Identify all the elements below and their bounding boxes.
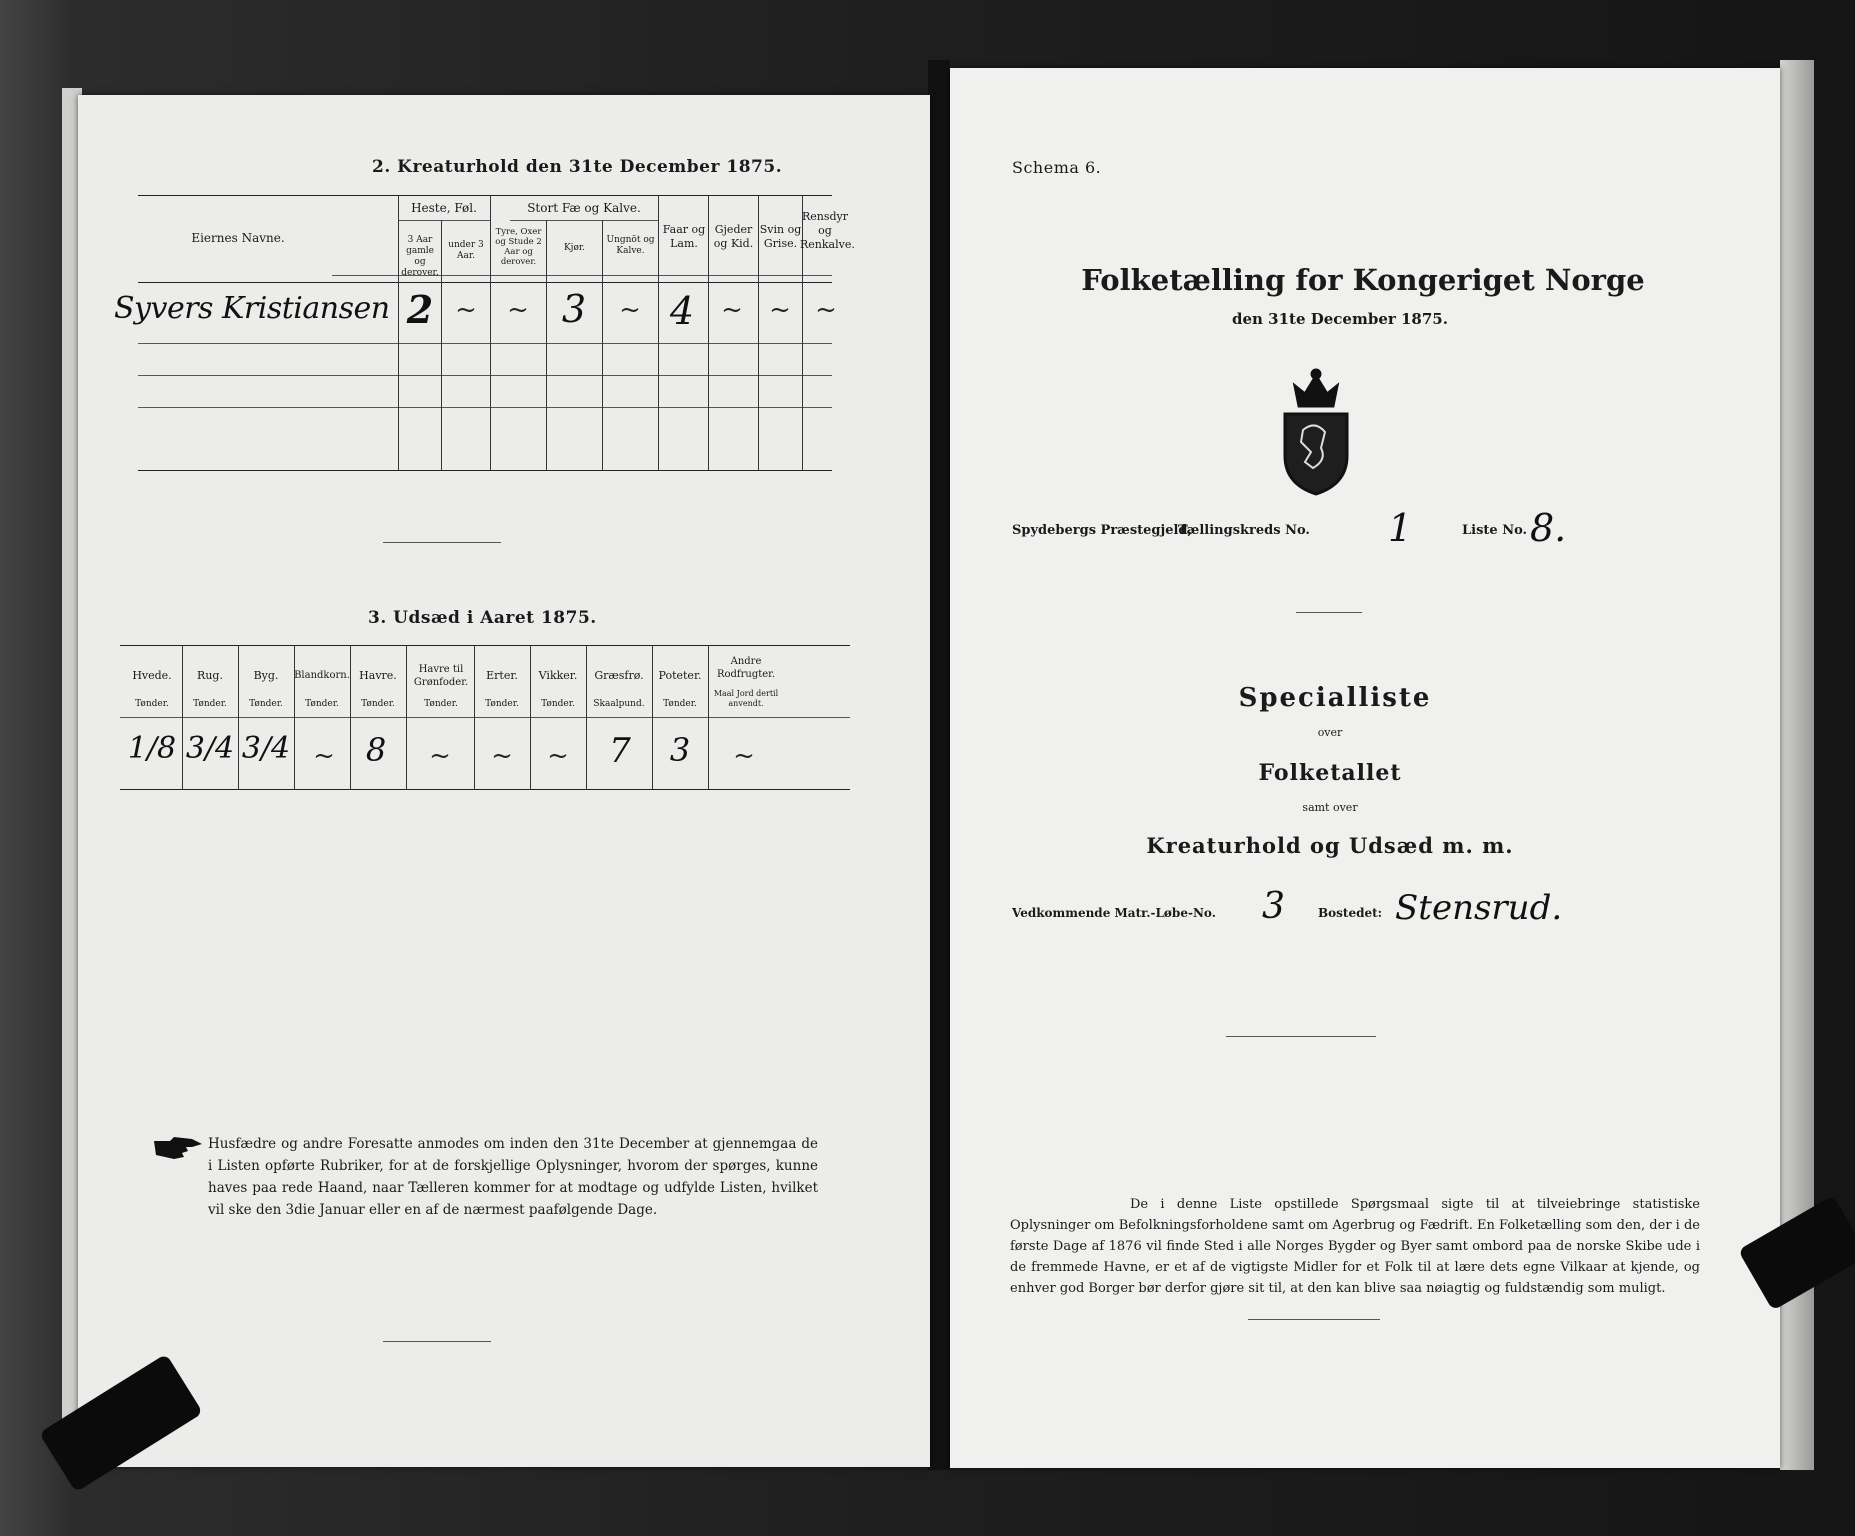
table3-unit-poteter: Tønder. — [663, 699, 697, 709]
list-label: Liste No. — [1462, 523, 1528, 538]
bostedet-value: Stensrud. — [1395, 888, 1563, 928]
kreatur-title: Kreaturhold og Udsæd m. m. — [1146, 833, 1514, 858]
coat-of-arms-icon — [1275, 368, 1357, 498]
table3-unit-andre: Maal Jord dertil anvendt. — [713, 689, 779, 708]
table2-header-heste: Heste, Føl. — [411, 201, 477, 215]
table3-value-havre-gronfoder: ~ — [429, 741, 451, 771]
table2-header-tyre: Tyre, Oxer og Stude 2 Aar og derover. — [495, 227, 542, 267]
section3-title: 3. Udsæd i Aaret 1875. — [368, 608, 597, 628]
table3-header-havre: Havre. — [359, 669, 397, 682]
folketallet-label: Folketallet — [1258, 760, 1402, 786]
table3-col-sep-6 — [474, 645, 475, 789]
table3-unit-havre-gronfoder: Tønder. — [424, 699, 458, 709]
table3-unit-graesfro: Skaalpund. — [593, 699, 645, 709]
table3-header-graesfro: Græsfrø. — [594, 669, 644, 682]
table2-header-heste-3aar: 3 Aar gamle og derover. — [401, 235, 439, 278]
table3-unit-vikker: Tønder. — [541, 699, 575, 709]
table3-header-rug: Rug. — [197, 669, 223, 682]
table3-header-andre: Andre Rodfrugter. — [716, 656, 776, 680]
table3-header-havre-gronfoder: Havre til Grønfoder. — [413, 664, 469, 688]
table3-value-hvede: 1/8 — [127, 731, 177, 766]
table3-value-rug: 3/4 — [185, 731, 235, 766]
table3-header-vikker: Vikker. — [538, 669, 578, 682]
table2-row1-owner: Syvers Kristiansen — [114, 291, 390, 326]
table3-col-sep-2 — [238, 645, 239, 789]
table2-row1-gjeder: ~ — [721, 295, 743, 325]
table2-row1-kjor: 3 — [561, 287, 587, 331]
parish-label: Spydebergs Præstegjeld, — [1012, 523, 1193, 538]
district-value: 1 — [1388, 506, 1413, 550]
district-label: Tællingskreds No. — [1178, 523, 1310, 538]
table3-header-rule — [120, 717, 850, 718]
table2-header-faar: Faar og Lam. — [662, 223, 706, 250]
table3-header-hvede: Hvede. — [132, 669, 172, 682]
divider-right-3 — [1248, 1319, 1380, 1320]
table2-header-rensdyr: Rensdyr og Renkalve. — [800, 210, 855, 251]
table2-top-rule — [138, 195, 832, 196]
table3-unit-byg: Tønder. — [249, 699, 283, 709]
table2-row-rule-3 — [138, 407, 832, 408]
table2-row1-svin: ~ — [769, 295, 791, 325]
table2-header-heste-under3: under 3 Aar. — [448, 240, 484, 261]
table3-value-blandkorn: ~ — [313, 741, 335, 771]
table3-value-vikker: ~ — [547, 741, 569, 771]
table3-unit-havre: Tønder. — [361, 699, 395, 709]
table3-value-andre: ~ — [733, 741, 755, 771]
notice-text: Husfædre og andre Foresatte anmodes om inden den 31te December at gjennemgaa de i Listen opførte Rubriker, for at de forskjellige Oplysninger, hvorom der spørges, kunne haves paa rede Haand, naar Tælleren kommer for at modtage og udfylde Listen, hvilket vil ske den 3die Januar eller en af de nærmest paafølgende Dage. — [208, 1136, 818, 1218]
footer-text: De i denne Liste opstillede Spørgsmaal sigte til at tilveiebringe statistiske Oplysninger om Befolkningsforholdene samt om Agerbrug og Fædrift. En Folketælling som den, der i de første Dage af 1876 vil finde Sted i alle Norges Bygder og Byer samt ombord paa de norske Skibe ude i de fremmede Havne, er et af de vigtigste Midler for et Folk til at lære dets egne Vilkaar at kjende, og enhver god Borger bør derfor gjøre sit til, at den kan blive saa nøiagtig og fuldstændig som muligt. — [1010, 1197, 1700, 1296]
matr-label: Vedkommende Matr.-Løbe-No. — [1012, 906, 1216, 920]
table3-top-rule — [120, 645, 850, 646]
book-gutter — [928, 60, 950, 1470]
table3-col-sep-5 — [406, 645, 407, 789]
table2-header-stort: Stort Fæ og Kalve. — [527, 201, 641, 215]
table3-value-graesfro: 7 — [609, 731, 631, 771]
table3-header-blandkorn: Blandkorn. — [294, 670, 350, 681]
table2-row1-heste-under3: ~ — [455, 295, 477, 325]
table2-header-kjor: Kjør. — [563, 243, 586, 253]
list-value: 8. — [1530, 506, 1567, 550]
pointing-hand-icon — [152, 1135, 204, 1161]
table2-row1-faar: 4 — [669, 289, 695, 333]
table3-col-sep-8 — [586, 645, 587, 789]
table3-header-erter: Erter. — [486, 669, 518, 682]
divider-right-1 — [1296, 612, 1362, 613]
table3-unit-hvede: Tønder. — [135, 699, 169, 709]
table2-header-owner: Eiernes Navne. — [191, 231, 285, 245]
table3-value-erter: ~ — [491, 741, 513, 771]
bottom-divider-left — [383, 1341, 491, 1342]
table3-value-byg: 3/4 — [241, 731, 291, 766]
table2-sub-rule-stort — [510, 220, 658, 221]
table2-sub-rule-heste — [398, 220, 490, 221]
table3-col-sep-7 — [530, 645, 531, 789]
table3-value-poteter: 3 — [669, 731, 691, 769]
special-title: Specialliste — [1238, 683, 1432, 713]
table2-row1-rensdyr: ~ — [815, 295, 837, 325]
table2-row1-heste-3aar: 2 — [406, 287, 434, 332]
table2-row-rule-2 — [138, 375, 832, 376]
table2-bottom-rule — [138, 470, 832, 471]
section2-title: 2. Kreaturhold den 31te December 1875. — [372, 157, 783, 177]
table2-row1-tyre: ~ — [507, 295, 529, 325]
table3-unit-erter: Tønder. — [485, 699, 519, 709]
table3-bottom-rule — [120, 789, 850, 790]
table2-header-ungnot: Ungnöt og Kalve. — [606, 235, 655, 256]
table3-value-havre: 8 — [365, 731, 387, 769]
table2-col-sep-4 — [546, 220, 547, 470]
table2-col-sep-1 — [398, 195, 399, 470]
divider-right-2 — [1226, 1036, 1376, 1037]
table3-col-sep-1 — [182, 645, 183, 789]
table2-col-sep-5 — [602, 220, 603, 470]
over-label: over — [1317, 726, 1343, 739]
table3-unit-blandkorn: Tønder. — [305, 699, 339, 709]
date-line: den 31te December 1875. — [1232, 310, 1448, 328]
table3-header-poteter: Poteter. — [658, 669, 702, 682]
table3-unit-rug: Tønder. — [193, 699, 227, 709]
bostedet-label: Bostedet: — [1318, 906, 1383, 920]
table2-header-svin: Svin og Grise. — [759, 223, 802, 250]
left-page — [78, 95, 930, 1467]
table3-header-byg: Byg. — [253, 669, 279, 682]
section-divider-short — [383, 542, 501, 543]
table2-row1-ungnot: ~ — [619, 295, 641, 325]
table3-col-sep-3 — [294, 645, 295, 789]
table2-header-gjeder: Gjeder og Kid. — [713, 223, 754, 250]
samt-over-label: samt over — [1302, 801, 1358, 814]
right-page — [950, 68, 1780, 1468]
matr-value: 3 — [1262, 886, 1285, 927]
table2-body-rule — [138, 282, 832, 283]
main-title: Folketælling for Kongeriget Norge — [1081, 263, 1645, 297]
table2-row-rule-1 — [138, 343, 832, 344]
schema-label: Schema 6. — [1012, 158, 1102, 177]
